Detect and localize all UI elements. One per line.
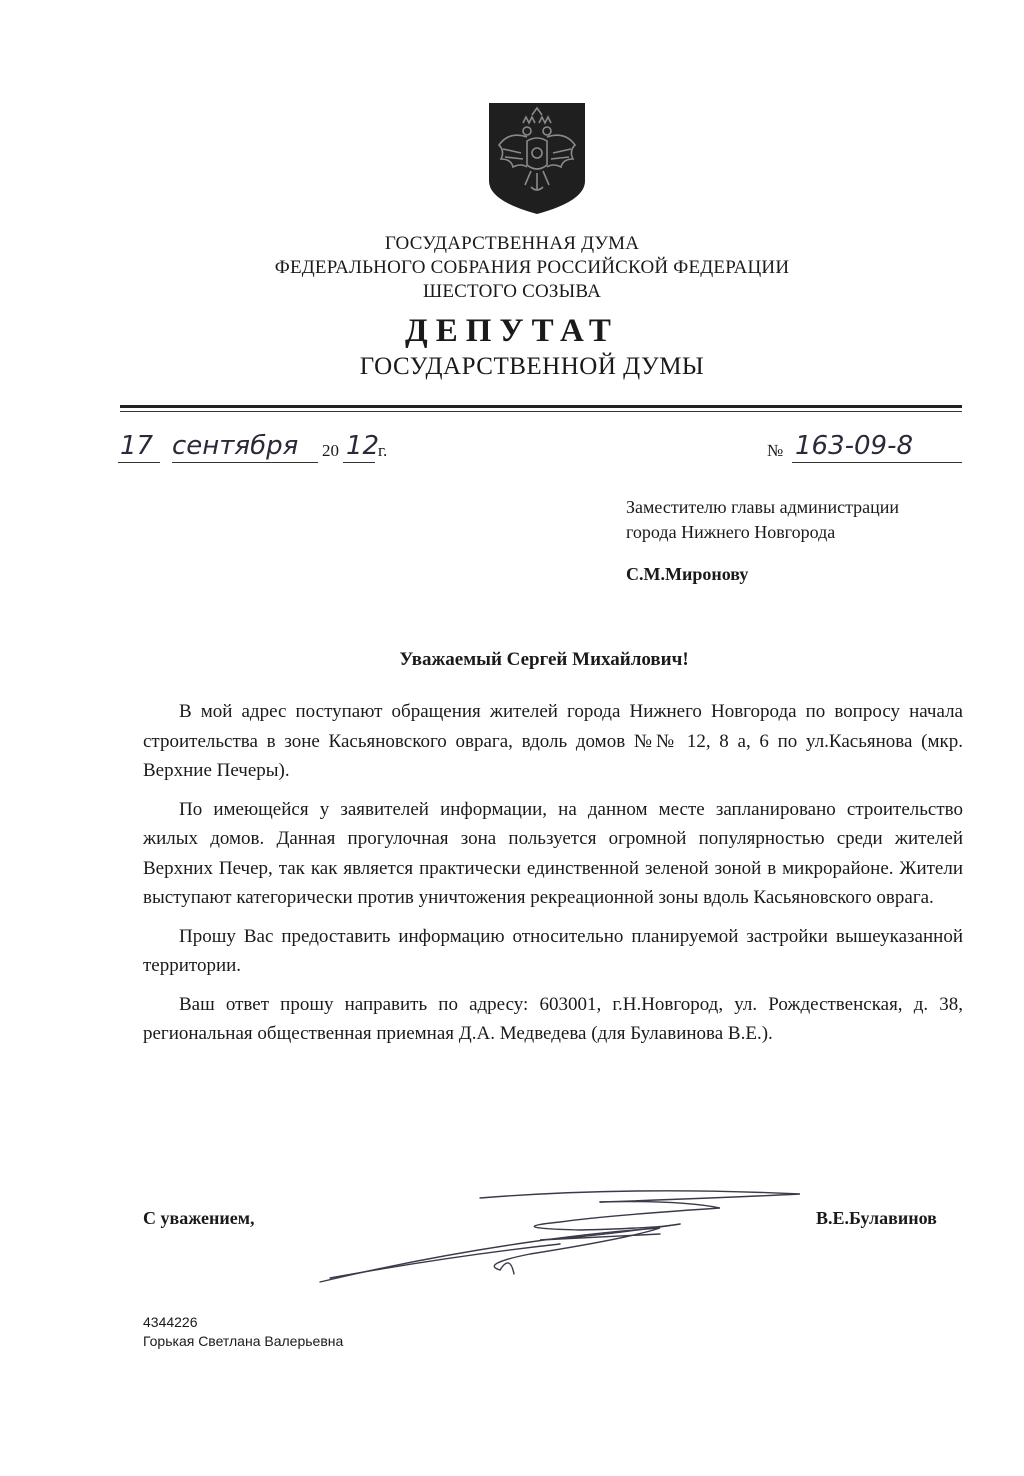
russian-coat-of-arms-icon bbox=[487, 101, 587, 216]
header-line-convocation: ШЕСТОГО СОЗЫВА bbox=[423, 281, 601, 302]
date-day: 17 bbox=[120, 431, 154, 461]
addressee-position: Заместителю главы администрации bbox=[626, 497, 900, 517]
body-paragraph: Прошу Вас предоставить информацию относительно планируемой застройки вышеуказанной территории. bbox=[143, 925, 963, 976]
header-divider-thick bbox=[120, 405, 962, 408]
executor-phone: 4344226 bbox=[143, 1314, 198, 1330]
body-paragraph: По имеющейся у заявителей информации, на данном месте запланировано строительство жилых домов. Данная прогулочная зона пользуется огромной популярностью среди жителей Верхних Печер, так как является практически единственной зеленой зоной в микрорайоне. Жители выступают категорически против уничтожения рекреационной зоны вдоль Касьяновского оврага. bbox=[143, 798, 963, 908]
addressee-name: С.М.Миронову bbox=[626, 564, 749, 584]
date-month-underline bbox=[172, 462, 318, 463]
executor-name: Горькая Светлана Валерьевна bbox=[143, 1333, 344, 1349]
signer-name: В.Е.Булавинов bbox=[816, 1208, 937, 1228]
addressee-city: города Нижнего Новгорода bbox=[626, 522, 836, 542]
date-century: 20 bbox=[322, 441, 339, 460]
date-suffix: г. bbox=[378, 441, 388, 460]
outgoing-number-value: 163-09-8 bbox=[795, 431, 914, 461]
header-line-duma: ГОСУДАРСТВЕННАЯ ДУМА bbox=[384, 233, 640, 254]
outgoing-number-label: № bbox=[767, 441, 784, 460]
salutation: Уважаемый Сергей Михайлович! bbox=[399, 649, 689, 670]
header-duma-subtitle: ГОСУДАРСТВЕННОЙ ДУМЫ bbox=[359, 353, 705, 380]
header-divider-thin bbox=[120, 411, 962, 412]
date-year: 12 bbox=[346, 431, 380, 461]
date-year-underline bbox=[343, 462, 375, 463]
letter-body bbox=[143, 697, 963, 1058]
closing-phrase: С уважением, bbox=[143, 1208, 255, 1228]
body-paragraph: Ваш ответ прошу направить по адресу: 603001, г.Н.Новгород, ул. Рождественская, д. 38, региональная общественная приемная Д.А. Медведева (для Булавинова В.Е.). bbox=[143, 993, 963, 1044]
body-paragraph: В мой адрес поступают обращения жителей города Нижнего Новгорода по вопросу начала строительства в зоне Касьяновского оврага, вдоль домов №№ 12, 8 а, 6 по ул.Касьянова (мкр. Верхние Печеры). bbox=[143, 701, 963, 781]
header-deputy-title: ДЕПУТАТ bbox=[405, 313, 619, 349]
date-day-underline bbox=[118, 462, 160, 463]
outgoing-number-underline bbox=[792, 462, 962, 463]
handwritten-signature bbox=[300, 1178, 820, 1293]
header-line-federal-assembly: ФЕДЕРАЛЬНОГО СОБРАНИЯ РОССИЙСКОЙ ФЕДЕРАЦИИ bbox=[274, 257, 790, 278]
date-month: сентября bbox=[172, 431, 299, 461]
